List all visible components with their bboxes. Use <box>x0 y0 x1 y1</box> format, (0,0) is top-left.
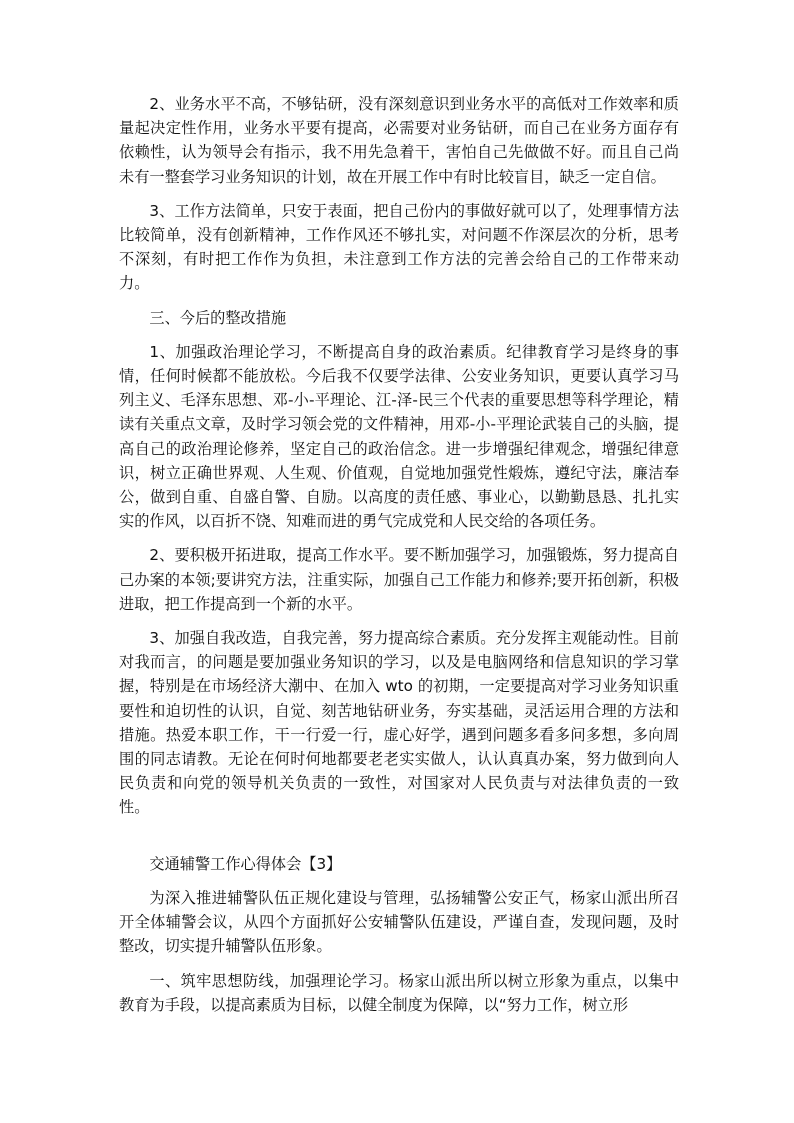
paragraph-self-improvement: 3、加强自我改造，自我完善，努力提高综合素质。充分发挥主观能动性。目前对我而言，的问题是要加强业务知识的学习，以及是电脑网络和信息知识的学习掌握，特别是在市场经济大潮中、在加入 wto 的初期，一定要提高对学习业务知识重要性和迫切性的认识，自觉、刻苦地钻研业务，夯实基础，灵活运用合理的方法和措施。热爱本职工作，干一行爱一行，虚心好学，遇到问题多看多问多想，多向周围的同志请教。无论在何时何地都要老老实实做人，认认真真办案，努力做到向人民负责和向党的领导机关负责的一致性，对国家对人民负责与对法律负责的一致性。 <box>119 629 679 817</box>
paragraph-thought-defense: 一、筑牢思想防线，加强理论学习。杨家山派出所以树立形象为重点，以集中教育为手段，以提高素质为目标，以健全制度为保障，以“努力工作，树立形 <box>119 971 679 1014</box>
article-title: 交通辅警工作心得体会【3】 <box>149 854 342 873</box>
paragraph-political-study: 1、加强政治理论学习，不断提高自身的政治素质。纪律教育学习是终身的事情，任何时候都不能放松。今后我不仅要学法律、公安业务知识，更要认真学习马列主义、毛泽东思想、邓-小-平理论、江-泽-民三个代表的重要思想等科学理论，精读有关重点文章，及时学习领会党的文件精神，用邓-小-平理论武装自己的头脑，提高自己的政治理论修养，坚定自己的政治信念。进一步增强纪律观念，增强纪律意识，树立正确世界观、人生观、价值观，自觉地加强党性煅炼，遵纪守法，廉洁奉公，做到自重、自盛自警、自励。以高度的责任感、事业心，以勤勤恳恳、扎扎实实的作风，以百折不饶、知难而进的勇气完成党和人民交给的各项任务。 <box>119 342 679 531</box>
section-heading-rectification: 三、今后的整改措施 <box>149 308 287 327</box>
paragraph-intro: 为深入推进辅警队伍正规化建设与管理，弘扬辅警公安正气，杨家山派出所召开全体辅警会议，从四个方面抓好公安辅警队伍建设，严谨自查，发现问题，及时整改，切实提升辅警队伍形象。 <box>119 888 679 956</box>
document-body <box>119 92 679 1027</box>
paragraph-business-level: 2、业务水平不高，不够钻研，没有深刻意识到业务水平的高低对工作效率和质量起决定性作用，业务水平要有提高，必需要对业务钻研，而自己在业务方面存有依赖性，认为领导会有指示，我不用先急着干，害怕自己先做做不好。而且自己尚未有一整套学习业务知识的计划，故在开展工作中有时比较盲目，缺乏一定自信。 <box>119 95 679 186</box>
paragraph-work-level: 2、要积极开拓进取，提高工作水平。要不断加强学习，加强锻炼，努力提高自己办案的本领;要讲究方法，注重实际，加强自己工作能力和修养;要开拓创新，积极进取，把工作提高到一个新的水平。 <box>119 546 679 613</box>
paragraph-work-method: 3、工作方法简单，只安于表面，把自己份内的事做好就可以了，处理事情方法比较简单，没有创新精神，工作作风还不够扎实，对问题不作深层次的分析，思考不深刻，有时把工作作为负担，未注意到工作方法的完善会给自己的工作带来动力。 <box>119 201 679 293</box>
